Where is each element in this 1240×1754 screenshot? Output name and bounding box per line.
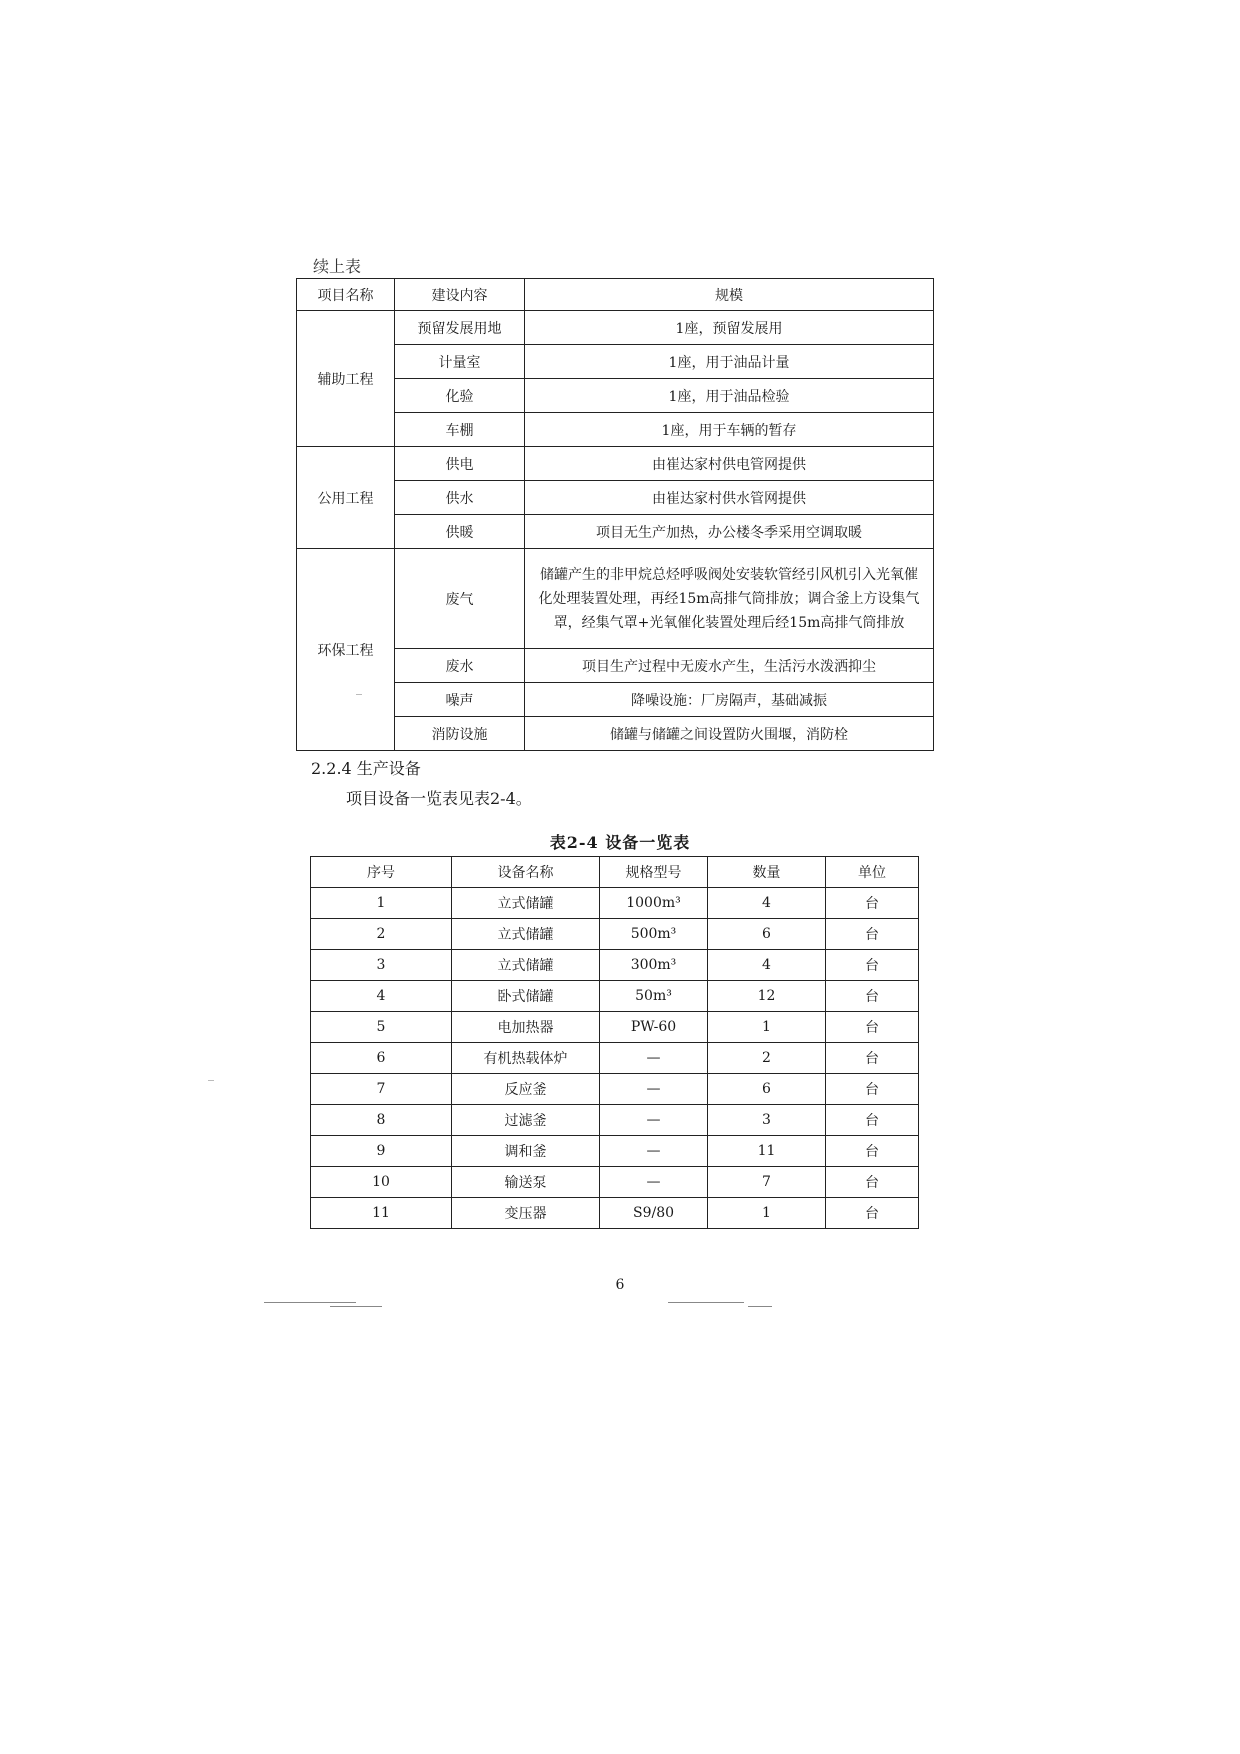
table-row: [297, 549, 934, 649]
equipment-name-cell: 立式储罐: [452, 950, 600, 981]
table-row: [311, 1136, 919, 1167]
model-cell: —: [600, 1136, 708, 1167]
unit-cell: 台: [826, 1012, 919, 1043]
section-paragraph: 项目设备一览表见表2-4。: [346, 789, 532, 808]
quantity-cell: 1: [708, 1198, 826, 1229]
equipment-name-cell: 过滤釜: [452, 1105, 600, 1136]
table-row: [311, 981, 919, 1012]
group-name-cell: 公用工程: [297, 447, 395, 549]
content-cell: 噪声: [395, 683, 525, 717]
model-cell: 500m³: [600, 919, 708, 950]
quantity-cell: 6: [708, 1074, 826, 1105]
quantity-cell: 3: [708, 1105, 826, 1136]
model-cell: 50m³: [600, 981, 708, 1012]
equipment-table: [310, 856, 919, 1229]
equipment-name-cell: 输送泵: [452, 1167, 600, 1198]
scale-cell: 项目生产过程中无废水产生，生活污水泼洒抑尘: [525, 649, 934, 683]
quantity-cell: 4: [708, 950, 826, 981]
scale-cell: 降噪设施：厂房隔声，基础减振: [525, 683, 934, 717]
table-row: [311, 1105, 919, 1136]
scale-cell: 1座，用于油品计量: [525, 345, 934, 379]
scan-speck: [208, 1080, 214, 1081]
content-cell: 车棚: [395, 413, 525, 447]
table-caption: 表2-4 设备一览表: [549, 833, 691, 852]
table-row: [311, 1167, 919, 1198]
equipment-table-body: [311, 888, 919, 1229]
unit-cell: 台: [826, 981, 919, 1012]
column-header-project-name: 项目名称: [297, 279, 395, 311]
scale-cell: 项目无生产加热，办公楼冬季采用空调取暖: [525, 515, 934, 549]
quantity-cell: 4: [708, 888, 826, 919]
scan-line: [668, 1302, 744, 1303]
content-cell: 消防设施: [395, 717, 525, 751]
scale-cell: 1座，用于车辆的暂存: [525, 413, 934, 447]
quantity-cell: 12: [708, 981, 826, 1012]
table-header-row: [297, 279, 934, 311]
quantity-cell: 7: [708, 1167, 826, 1198]
model-cell: —: [600, 1105, 708, 1136]
content-cell: 计量室: [395, 345, 525, 379]
quantity-cell: 6: [708, 919, 826, 950]
group-name-cell: 辅助工程: [297, 311, 395, 447]
unit-cell: 台: [826, 1136, 919, 1167]
index-cell: 9: [311, 1136, 452, 1167]
scan-line: [264, 1302, 356, 1303]
column-header-index: 序号: [311, 857, 452, 888]
scale-cell: 由崔达家村供电管网提供: [525, 447, 934, 481]
model-cell: —: [600, 1043, 708, 1074]
column-header-scale: 规模: [525, 279, 934, 311]
index-cell: 10: [311, 1167, 452, 1198]
model-cell: —: [600, 1074, 708, 1105]
column-header-equipment-name: 设备名称: [452, 857, 600, 888]
scale-cell: 1座，用于油品检验: [525, 379, 934, 413]
scale-cell: 由崔达家村供水管网提供: [525, 481, 934, 515]
content-cell: 供暖: [395, 515, 525, 549]
index-cell: 5: [311, 1012, 452, 1043]
index-cell: 1: [311, 888, 452, 919]
index-cell: 4: [311, 981, 452, 1012]
model-cell: 1000m³: [600, 888, 708, 919]
model-cell: 300m³: [600, 950, 708, 981]
content-cell: 预留发展用地: [395, 311, 525, 345]
unit-cell: 台: [826, 1074, 919, 1105]
table-row: [311, 1012, 919, 1043]
table-row: [311, 919, 919, 950]
scan-line: [748, 1306, 772, 1307]
model-cell: —: [600, 1167, 708, 1198]
column-header-quantity: 数量: [708, 857, 826, 888]
table-header-row: [311, 857, 919, 888]
table-row: [297, 447, 934, 481]
model-cell: PW-60: [600, 1012, 708, 1043]
index-cell: 11: [311, 1198, 452, 1229]
index-cell: 6: [311, 1043, 452, 1074]
unit-cell: 台: [826, 1105, 919, 1136]
index-cell: 8: [311, 1105, 452, 1136]
unit-cell: 台: [826, 1198, 919, 1229]
continued-table-label: 续上表: [313, 257, 362, 276]
unit-cell: 台: [826, 950, 919, 981]
scan-line: [330, 1306, 382, 1307]
unit-cell: 台: [826, 1167, 919, 1198]
scale-cell: 1座，预留发展用: [525, 311, 934, 345]
content-cell: 供电: [395, 447, 525, 481]
table-row: [311, 1074, 919, 1105]
model-cell: S9/80: [600, 1198, 708, 1229]
unit-cell: 台: [826, 888, 919, 919]
unit-cell: 台: [826, 919, 919, 950]
table-row: [311, 888, 919, 919]
equipment-name-cell: 变压器: [452, 1198, 600, 1229]
equipment-name-cell: 立式储罐: [452, 919, 600, 950]
column-header-construction-content: 建设内容: [395, 279, 525, 311]
column-header-model: 规格型号: [600, 857, 708, 888]
content-cell: 供水: [395, 481, 525, 515]
scale-cell: 储罐产生的非甲烷总烃呼吸阀处安装软管经引风机引入光氧催化处理装置处理，再经15m高排气筒排放；调合釜上方设集气罩，经集气罩+光氧催化装置处理后经15m高排气筒排放: [525, 549, 934, 649]
quantity-cell: 11: [708, 1136, 826, 1167]
column-header-unit: 单位: [826, 857, 919, 888]
table-row: [297, 311, 934, 345]
continued-project-table: [296, 278, 934, 751]
section-heading: 2.2.4 生产设备: [311, 759, 421, 778]
index-cell: 3: [311, 950, 452, 981]
table-row: [311, 1043, 919, 1074]
quantity-cell: 1: [708, 1012, 826, 1043]
content-cell: 废气: [395, 549, 525, 649]
equipment-name-cell: 有机热载体炉: [452, 1043, 600, 1074]
equipment-name-cell: 反应釜: [452, 1074, 600, 1105]
equipment-name-cell: 立式储罐: [452, 888, 600, 919]
equipment-name-cell: 电加热器: [452, 1012, 600, 1043]
equipment-name-cell: 调和釜: [452, 1136, 600, 1167]
equipment-name-cell: 卧式储罐: [452, 981, 600, 1012]
unit-cell: 台: [826, 1043, 919, 1074]
table-row: [311, 950, 919, 981]
table-row: [311, 1198, 919, 1229]
group-name-cell: 环保工程: [297, 549, 395, 751]
quantity-cell: 2: [708, 1043, 826, 1074]
content-cell: 化验: [395, 379, 525, 413]
scan-speck: [356, 694, 362, 695]
scale-cell: 储罐与储罐之间设置防火围堰，消防栓: [525, 717, 934, 751]
index-cell: 7: [311, 1074, 452, 1105]
index-cell: 2: [311, 919, 452, 950]
content-cell: 废水: [395, 649, 525, 683]
page-number: 6: [615, 1277, 625, 1293]
